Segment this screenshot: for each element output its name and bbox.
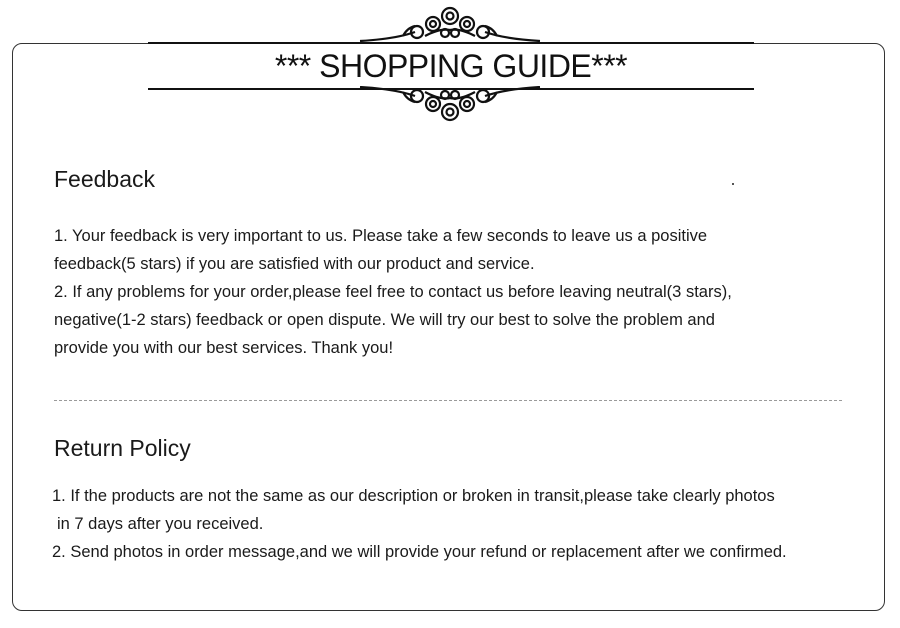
feedback-body xyxy=(54,222,854,362)
scroll-ornament-icon xyxy=(355,6,545,42)
feedback-line: 1. Your feedback is very important to us. Please take a few seconds to leave us a positive xyxy=(54,227,708,245)
header-top-rule xyxy=(148,42,754,44)
return-policy-body xyxy=(52,482,872,566)
feedback-line: provide you with our best services. Thank you! xyxy=(54,339,394,357)
return-policy-line: 1. If the products are not the same as our description or broken in transit,please take clearly photos xyxy=(52,487,775,505)
return-policy-heading: Return Policy xyxy=(54,435,191,461)
feedback-line: negative(1-2 stars) feedback or open dispute. We will try our best to solve the problem and xyxy=(54,311,715,329)
page-title: *** SHOPPING GUIDE*** xyxy=(274,48,628,84)
section-divider xyxy=(54,400,842,401)
return-policy-line: in 7 days after you received. xyxy=(57,515,264,533)
feedback-line: feedback(5 stars) if you are satisfied with our product and service. xyxy=(54,255,535,273)
return-policy-line: 2. Send photos in order message,and we will provide your refund or replacement after we confirmed. xyxy=(52,543,787,561)
feedback-heading: Feedback xyxy=(54,166,156,192)
stray-dot xyxy=(732,183,734,185)
scroll-ornament-icon xyxy=(355,86,545,122)
feedback-line: 2. If any problems for your order,please feel free to contact us before leaving neutral(3 stars), xyxy=(54,283,732,301)
